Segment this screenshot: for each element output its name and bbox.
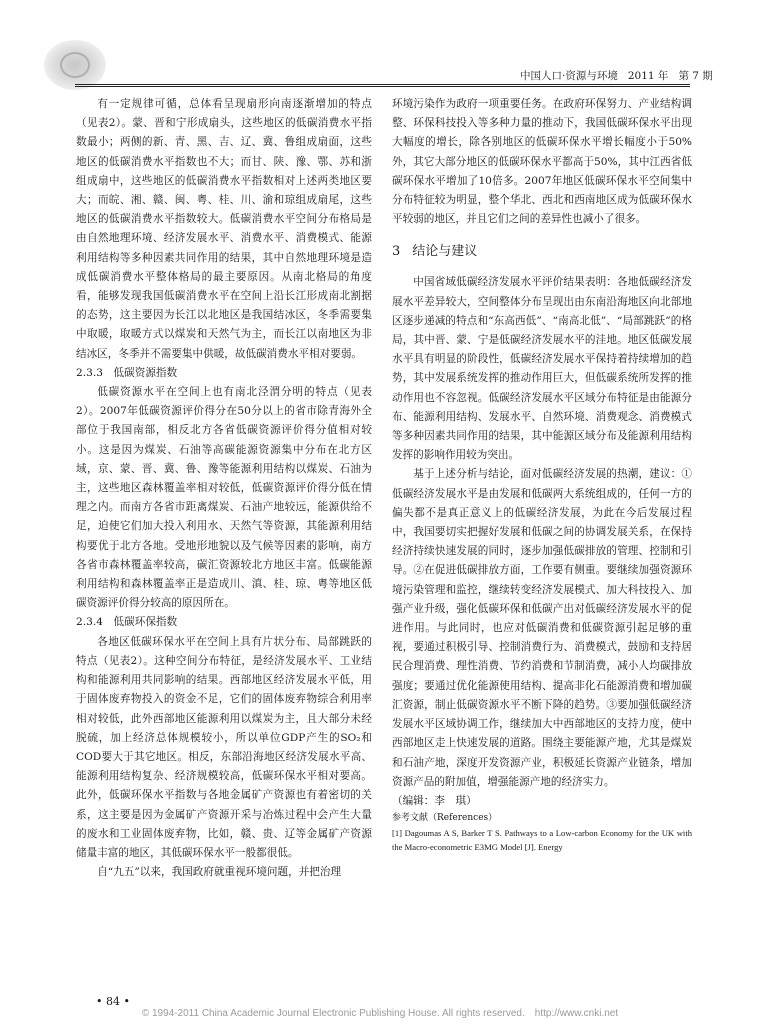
paragraph: 自“九五”以来，我国政府就重视环境问题，并把治理 bbox=[97, 866, 342, 879]
paragraph: 有一定规律可循，总体看呈现扇形向南逐渐增加的特点（见表2）。蒙、晋和宁形成扇头，这些地区的低碳消费水平指数最小；两侧的新、青、黑、吉、辽、冀、鲁组成扇面，这些地区的低碳消费水平指数也不大；而甘、陕、豫、鄂、苏和浙组成扇中，这些地区的低碳消费水平指数相对上述两类地区要大；而皖、湘、赣、闽、粤、桂、川、渝和琼组成扇尾，这些地区的低碳消费水平指数较大。低碳消费水平空间分布格局是由自然地理环境、经济发展水平、消费水平、消费模式、能源利用结构等多种因素共同作用的结果，其中自然地理环境是造成低碳消费水平整体格局的最主要原因。从南北格局的角度看，能够发现我国低碳消费水平在空间上沿长江形成南北割据的态势，这主要因为长江以北地区是我国结冰区，冬季需要集中取暖，取暖方式以煤炭和天然气为主，而长江以南地区为非结冰区，冬季并不需要集中供暖，故低碳消费水平相对要弱。 bbox=[76, 98, 372, 360]
header-rule-thin bbox=[75, 86, 690, 87]
section-heading bbox=[392, 241, 692, 263]
paragraph-continued: 环境污染作为政府一项重要任务。在政府环保努力、产业结构调整、环保科技投入等多种力量的推动下，我国低碳环保水平出现大幅度的增长，除各别地区的低碳环保水平增长幅度小于50%外，其它大部分地区的低碳环保水平都高于50%，其中江西省低碳环保水平增加了10倍多。2007年地区低碳环保水平空间集中分布特征较为明显，整个华北、西北和西南地区成为低碳环保水平较弱的地区，并且它们之间的差异性也减小了很多。 bbox=[392, 98, 692, 226]
journal-name: 中国人口·资源与环境 bbox=[520, 70, 618, 82]
references-title: 参考文献（References） bbox=[392, 813, 498, 824]
journal-logo-icon bbox=[44, 40, 106, 90]
section-number: 3 bbox=[392, 244, 401, 260]
left-column bbox=[76, 95, 372, 882]
journal-issue: 第 7 期 bbox=[678, 70, 713, 82]
right-column bbox=[392, 95, 692, 854]
paragraph: 各地区低碳环保水平在空间上具有片状分布、局部跳跃的特点（见表2）。这种空间分布特征，是经济发展水平、工业结构和能源利用共同影响的结果。西部地区经济发展水平低，用于固体废弃物投入的资金不足，它们的固体废弃物综合利用率相对较低，此外西部地区能源利用以煤炭为主，且大部分未经脱硫，加上经济总体规模较小，所以单位GDP产生的SO₂和COD要大于其它地区。相反，东部沿海地区经济发展水平高、能源利用结构复杂、经济规模较高，低碳环保水平相对要高。此外，低碳环保水平指数与各地金属矿产资源也有着密切的关系，这主要是因为金属矿产资源开采与冶炼过程中会产生大量的废水和工业固体废弃物，比如，赣、贵、辽等金属矿产资源储量丰富的地区，其低碳环保水平一般都很低。 bbox=[76, 635, 372, 859]
editor-credit: （编辑：李 琪） bbox=[392, 794, 477, 807]
paragraph: 低碳资源水平在空间上也有南北泾渭分明的特点（见表2）。2007年低碳资源评价得分在50分以上的省市除青海外全部位于我国南部，相反北方各省低碳资源评价得分值相对较小。这是因为煤炭、石油等高碳能源资源集中分布在北方区域，京、蒙、晋、冀、鲁、豫等能源利用结构以煤炭、石油为主，这些地区森林覆盖率相对较低，低碳资源评价得分低在情理之内。而南方各省市距离煤炭、石油产地较远，能源供给不足，迫使它们加大投入利用水、天然气等资源，其能源利用结构要优于北方各地。受地形地貌以及气候等因素的影响，南方各省市森林覆盖率较高，碳汇资源较北方地区丰富。低碳能源利用结构和森林覆盖率正是造成川、滇、桂、琼、粤等地区低碳资源评价得分较高的原因所在。 bbox=[76, 386, 372, 610]
subsection-heading: 2.3.4 低碳环保指数 bbox=[76, 616, 178, 629]
footer-copyright: © 1994-2011 China Academic Journal Electronic Publishing House. All rights reserved. http://www.cnki.net bbox=[141, 1008, 619, 1019]
reference-entry: [1] Dagoumas A S, Barker T S. Pathways to a Low-carbon Economy for the UK with the Macro-econometric E3MG Model [J]. Energy bbox=[392, 828, 692, 853]
header-rule bbox=[75, 84, 690, 85]
page-number: • 84 • bbox=[96, 995, 130, 1008]
section-title: 结论与建议 bbox=[412, 244, 478, 260]
running-header bbox=[520, 68, 713, 83]
subsection-heading: 2.3.3 低碳资源指数 bbox=[76, 366, 178, 379]
journal-year: 2011 年 bbox=[627, 70, 669, 82]
paragraph: 基于上述分析与结论，面对低碳经济发展的热潮，建议：①低碳经济发展水平是由发展和低碳两大系统组成的，任何一方的偏失都不是真正意义上的低碳经济发展，为此在今后发展过程中，我国要切实把握好发展和低碳之间的协调发展关系，在保持经济持续快速发展的同时，逐步加强低碳排放的管理、控制和引导。②在促进低碳排放方面，工作要有侧重。要继续加强资源环境污染管理和监控，继续转变经济发展模式、加大科技投入、加强产业升级，强化低碳环保和低碳产出对低碳经济发展水平的促进作用。与此同时，也应对低碳消费和低碳资源引起足够的重视，要通过积极引导、控制消费行为、消费模式，鼓励和支持居民合理消费、理性消费、节约消费和节制消费，减小人均碳排放强度；要通过优化能源使用结构、提高非化石能源消费和增加碳汇资源，制止低碳资源水平不断下降的趋势。③要加强低碳经济发展水平区域协调工作，继续加大中西部地区的支持力度，使中西部地区走上快速发展的道路。围绕主要能源产地，尤其是煤炭和石油产地，深度开发资源产业，积极延长资源产业链条，增加资源产品的附加值，增强能源产地的经济实力。 bbox=[392, 468, 692, 788]
paragraph: 中国省域低碳经济发展水平评价结果表明：各地低碳经济发展水平差异较大，空间整体分布呈现出由东南沿海地区向北部地区逐步递减的特点和“东高西低”、“南高北低”、“局部跳跃”的格局，其中晋、蒙、宁是低碳经济发展水平的洼地。地区低碳发展水平具有明显的阶段性，低碳经济发展水平保持着持续增加的趋势，其中发展系统发挥的推动作用巨大，但低碳系统所发挥的推动作用也不容忽视。低碳经济发展水平区域分布特征是由能源分布、能源利用结构、发展水平、自然环境、消费观念、消费模式等多种因素共同作用的结果，其中能源区域分布及能源利用结构发挥的影响作用较为突出。 bbox=[392, 276, 692, 462]
